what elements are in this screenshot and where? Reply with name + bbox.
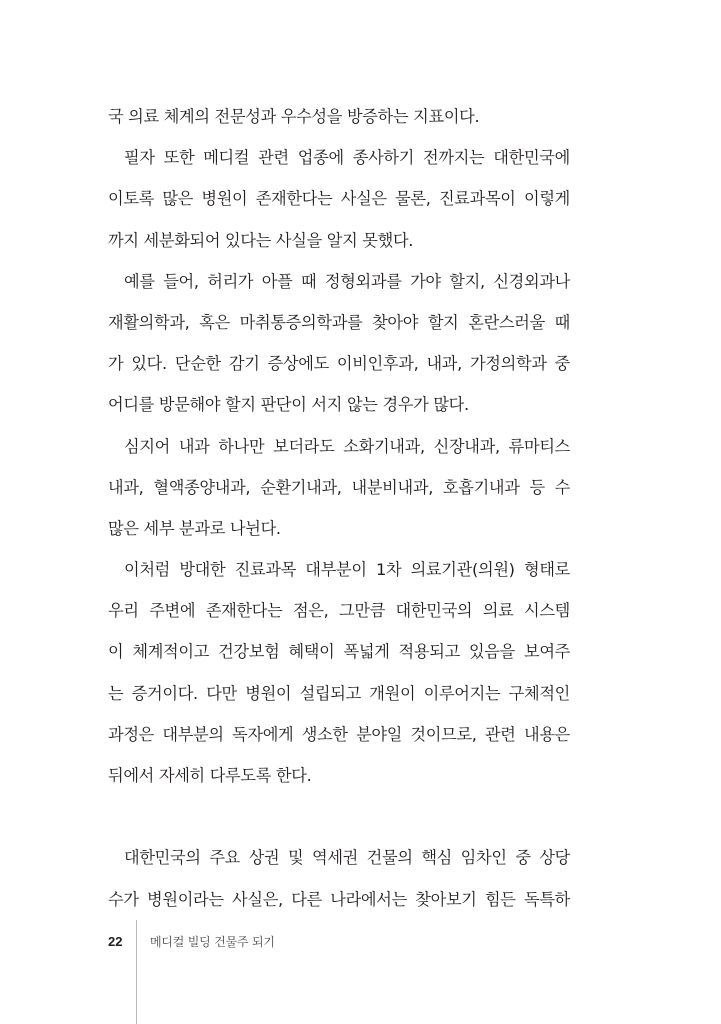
text-line: 이 체계적이고 건강보험 혜택이 폭넓게 적용되고 있음을 보여주 (108, 642, 570, 662)
paragraph (108, 837, 570, 919)
text-line: 과정은 대부분의 독자에게 생소한 분야일 것이므로, 관련 내용은 (108, 724, 570, 744)
text-line: 필자 또한 메디컬 관련 업종에 종사하기 전까지는 대한민국에 (124, 148, 570, 168)
text-line: 까지 세분화되어 있다는 사실을 알지 못했다. (108, 230, 414, 250)
paragraph (108, 137, 570, 261)
text-line: 가 있다. 단순한 감기 증상에도 이비인후과, 내과, 가정의학과 중 (108, 354, 570, 374)
text-line: 우리 주변에 존재한다는 점은, 그만큼 대한민국의 의료 시스템 (108, 601, 570, 621)
text-line: 많은 세부 분과로 나뉜다. (108, 518, 281, 538)
text-line: 심지어 내과 하나만 보더라도 소화기내과, 신장내과, 류마티스 (124, 436, 570, 456)
text-line: 수가 병원이라는 사실은, 다른 나라에서는 찾아보기 힘든 독특하 (108, 889, 570, 909)
running-title: 메디컬 빌딩 건물주 되기 (150, 934, 275, 949)
paragraph (108, 261, 570, 426)
text-line: 는 증거이다. 다만 병원이 설립되고 개원이 이루어지는 구체적인 (108, 683, 570, 703)
text-line: 이토록 많은 병원이 존재한다는 사실은 물론, 진료과목이 이렇게 (108, 189, 570, 209)
text-line: 어디를 방문해야 할지 판단이 서지 않는 경우가 많다. (108, 395, 469, 415)
text-line: 재활의학과, 혹은 마취통증의학과를 찾아야 할지 혼란스러울 때 (108, 312, 570, 332)
text-line: 이처럼 방대한 진료과목 대부분이 1차 의료기관(의원) 형태로 (124, 560, 570, 580)
body-text (108, 96, 570, 920)
paragraph (108, 96, 570, 137)
text-line: 대한민국의 주요 상권 및 역세권 건물의 핵심 임차인 중 상당 (124, 848, 570, 868)
paragraph (108, 549, 570, 796)
text-line: 뒤에서 자세히 다루도록 한다. (108, 766, 312, 785)
page-footer (108, 928, 275, 954)
text-line: 국 의료 체계의 전문성과 우수성을 방증하는 지표이다. (108, 107, 480, 126)
text-line: 예를 들어, 허리가 아플 때 정형외과를 가야 할지, 신경외과나 (124, 271, 570, 291)
page-number: 22 (108, 933, 123, 949)
paragraph-spacer (108, 796, 570, 837)
text-line: 내과, 혈액종양내과, 순환기내과, 내분비내과, 호흡기내과 등 수 (108, 477, 570, 497)
paragraph (108, 426, 570, 550)
